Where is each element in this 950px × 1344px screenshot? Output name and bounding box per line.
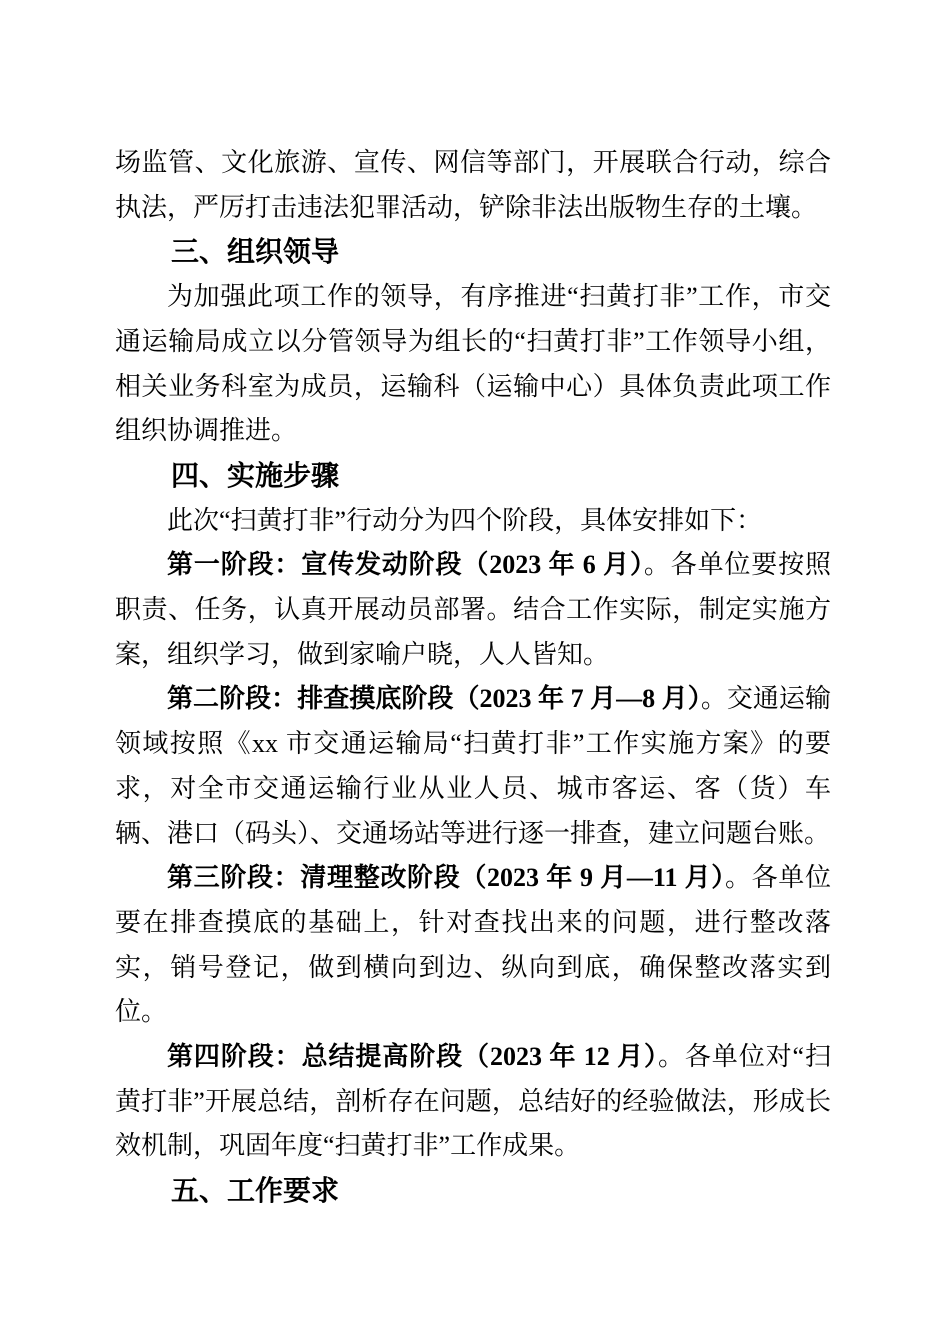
section-heading-5 <box>115 1169 831 1214</box>
section-heading-text: 五、工作要求 <box>171 1175 340 1207</box>
section-heading-3 <box>115 230 831 275</box>
paragraph-stage-1 <box>115 543 831 677</box>
section-heading-4 <box>115 454 831 499</box>
paragraph-stage-4 <box>115 1035 831 1169</box>
stage-lead-text: 第三阶段：清理整改阶段（2023 年 9 月—11 月） <box>167 863 725 893</box>
stage-lead-text: 第一阶段：宣传发动阶段（2023 年 6 月） <box>167 550 644 580</box>
paragraph-stage-3 <box>115 856 831 1035</box>
paragraph-text: 。各单位要按照职责、任务，认真开展动员部署。结合工作实际，制定实施方案，组织学习，做到家喻户晓，人人皆知。 <box>115 550 831 669</box>
paragraph-text: 。各单位要在排查摸底的基础上，针对查找出来的问题，进行整改落实，销号登记，做到横向到边、纵向到底，确保整改落实到位。 <box>115 863 831 1027</box>
section-heading-text: 三、组织领导 <box>171 236 340 268</box>
paragraph-stage-2 <box>115 677 831 856</box>
paragraph-continued <box>115 141 831 230</box>
stage-lead-text: 第二阶段：排查摸底阶段（2023 年 7 月—8 月） <box>167 684 701 714</box>
section-heading-text: 四、实施步骤 <box>171 459 340 491</box>
paragraph-text: 。交通运输领域按照《xx 市交通运输局“扫黄打非”工作实施方案》的要求，对全市交通运输行业从业人员、城市客运、客（货）车辆、港口（码头）、交通场站等进行逐一排查，建立问题台账。 <box>115 684 831 848</box>
paragraph-text: 。各单位对“扫黄打非”开展总结，剖析存在问题，总结好的经验做法，形成长效机制，巩固年度“扫黄打非”工作成果。 <box>115 1042 831 1161</box>
stage-lead-text: 第四阶段：总结提高阶段（2023 年 12 月） <box>167 1042 658 1072</box>
paragraph-text: 此次“扫黄打非”行动分为四个阶段，具体安排如下： <box>167 505 763 535</box>
paragraph-text: 为加强此项工作的领导，有序推进“扫黄打非”工作，市交通运输局成立以分管领导为组长的“扫黄打非”工作领导小组，相关业务科室为成员，运输科（运输中心）具体负责此项工作组织协调推进。 <box>115 282 831 446</box>
paragraph-text: 场监管、文化旅游、宣传、网信等部门，开展联合行动，综合执法，严厉打击违法犯罪活动，铲除非法出版物生存的土壤。 <box>115 148 831 222</box>
paragraph <box>115 275 831 454</box>
paragraph <box>115 499 831 544</box>
document-body <box>115 141 831 1214</box>
